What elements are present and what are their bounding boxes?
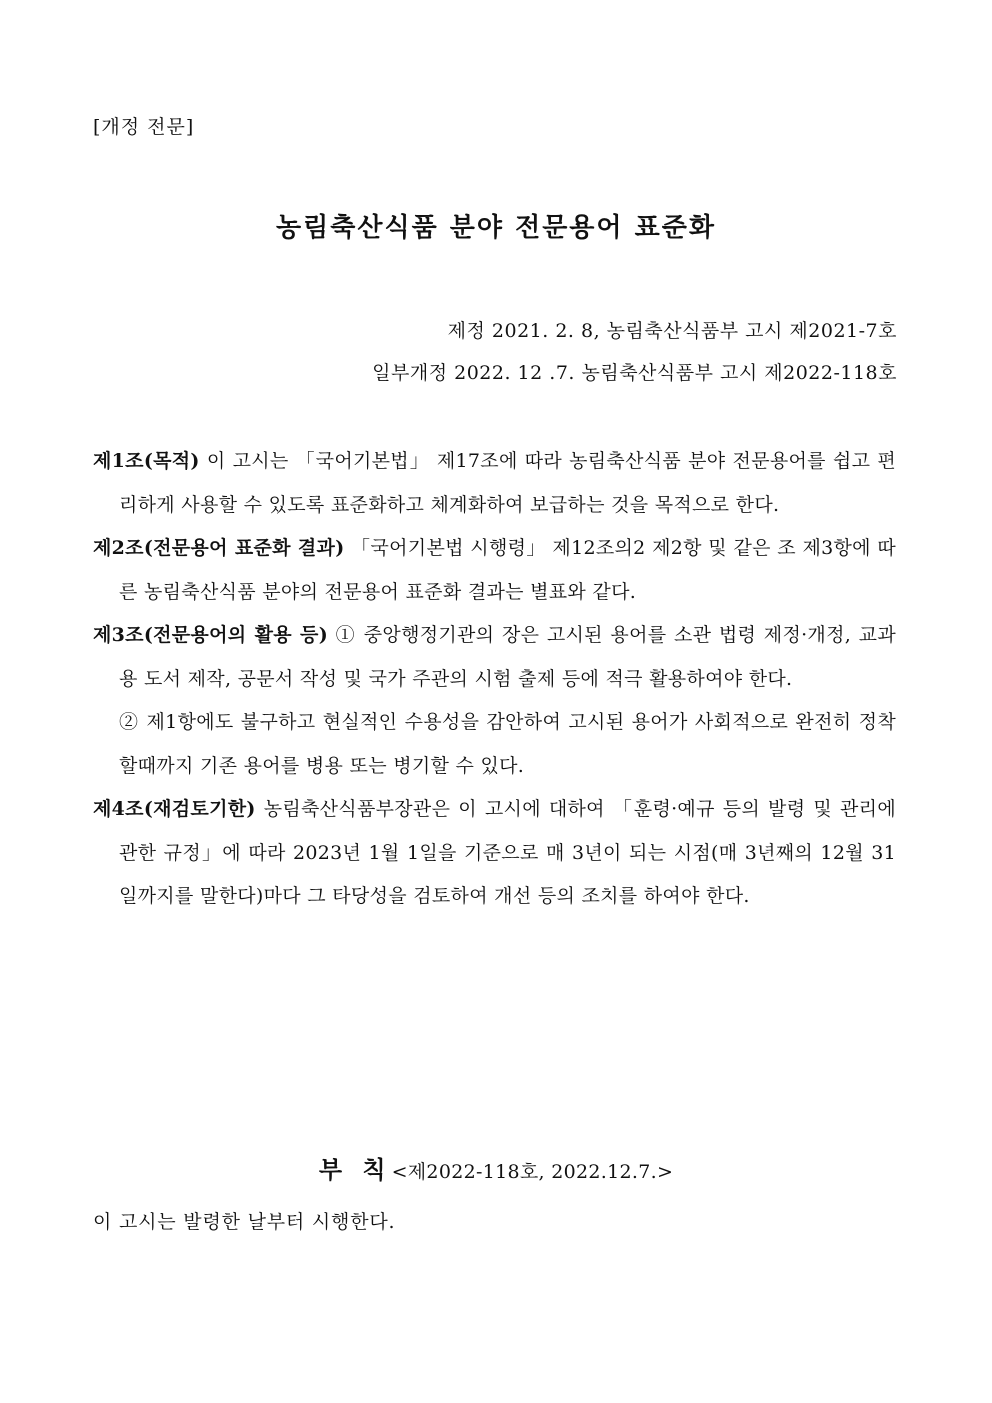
article-3 — [93, 614, 896, 701]
article-2-heading: 제2조(전문용어 표준화 결과) — [93, 537, 345, 559]
amendment-line: 일부개정 2022. 12 .7. 농림축산식품부 고시 제2022-118호 — [372, 362, 897, 384]
article-2-body: 「국어기본법 시행령」 제12조의2 제2항 및 같은 조 제3항에 따른 농림축산식품 분야의 전문용어 표준화 결과는 별표와 같다. — [119, 537, 897, 603]
enactment-line: 제정 2021. 2. 8, 농림축산식품부 고시 제2021-7호 — [447, 320, 897, 342]
addenda-title: 부 칙 — [318, 1155, 392, 1184]
article-3-heading: 제3조(전문용어의 활용 등) — [93, 624, 328, 646]
article-1 — [93, 440, 896, 527]
addenda-note: <제2022-118호, 2022.12.7.> — [391, 1161, 674, 1183]
enactment-history — [372, 310, 897, 394]
document-title: 농림축산식품 분야 전문용어 표준화 — [276, 213, 716, 243]
article-4-heading: 제4조(재검토기한) — [93, 798, 256, 820]
article-3-paragraph-2: ② 제1항에도 불구하고 현실적인 수용성을 감안하여 고시된 용어가 사회적으로 완전히 정착할때까지 기존 용어를 병용 또는 병기할 수 있다. — [119, 711, 896, 777]
article-3-body: ① 중앙행정기관의 장은 고시된 용어를 소관 법령 제정·개정, 교과용 도서 제작, 공문서 작성 및 국가 주관의 시험 출제 등에 적극 활용하여야 한다. — [119, 624, 896, 690]
article-2 — [93, 527, 896, 614]
article-4 — [93, 788, 896, 919]
article-4-body: 농림축산식품부장관은 이 고시에 대하여 「훈령·예규 등의 발령 및 관리에 관한 규정」에 따라 2023년 1월 1일을 기준으로 매 3년이 되는 시점(매 3년째의 12월 31일까지를 말한다)마다 그 타당성을 검토하여 개선 등의 조치를 하여야 한다. — [119, 798, 896, 907]
article-1-body: 이 고시는 「국어기본법」 제17조에 따라 농림축산식품 분야 전문용어를 쉽고 편리하게 사용할 수 있도록 표준화하고 체계화하여 보급하는 것을 목적으로 한다. — [119, 450, 896, 516]
addenda-body: 이 고시는 발령한 날부터 시행한다. — [93, 1211, 396, 1233]
addenda-heading — [0, 1150, 992, 1185]
article-1-heading: 제1조(목적) — [93, 450, 200, 472]
revision-note: [개정 전문] — [93, 116, 195, 138]
articles-section — [93, 440, 896, 919]
